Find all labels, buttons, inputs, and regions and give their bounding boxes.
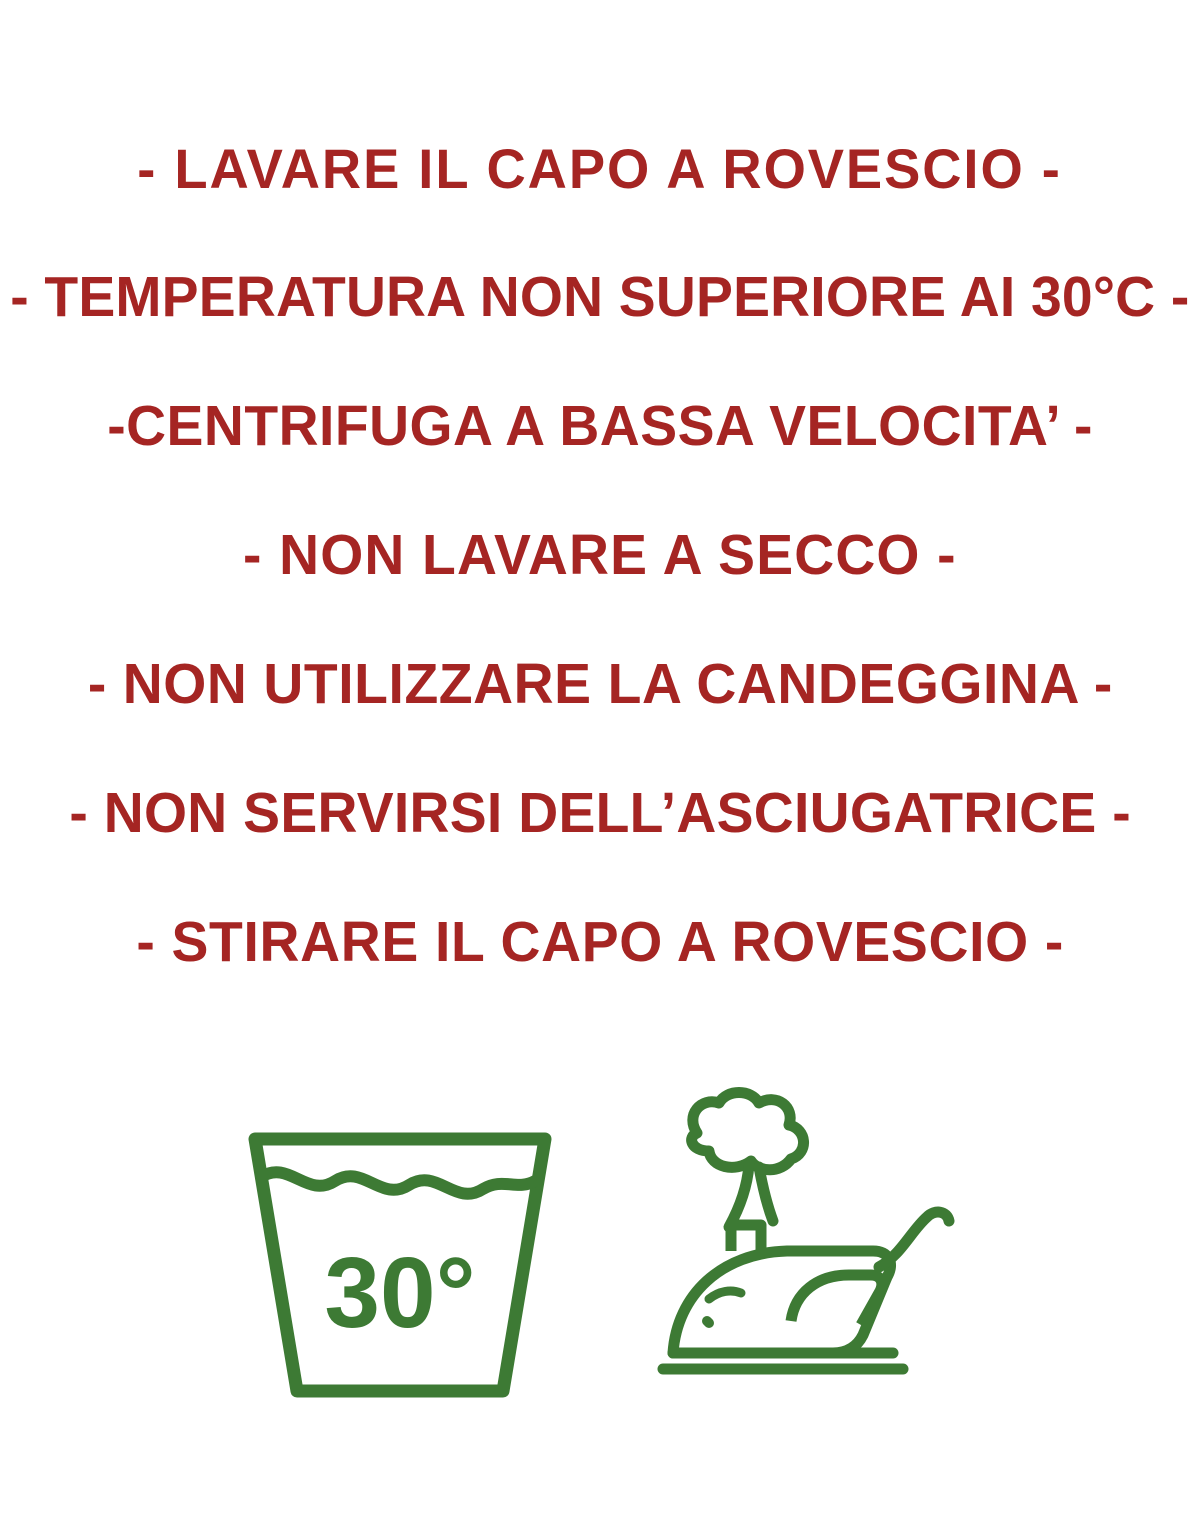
care-instruction-line: - LAVARE IL CAPO A ROVESCIO - [137, 137, 1063, 200]
care-instruction-line: - TEMPERATURA NON SUPERIORE AI 30°C - [10, 265, 1190, 329]
care-instruction-line: - NON UTILIZZARE LA CANDEGGINA - [87, 652, 1113, 716]
care-instruction-line: - STIRARE IL CAPO A ROVESCIO - [136, 910, 1064, 974]
wash-tub-30-icon [235, 1115, 565, 1415]
care-instruction-line: - NON SERVIRSI DELL’ASCIUGATRICE - [69, 781, 1131, 845]
care-symbols-row [0, 1085, 1200, 1415]
care-instruction-line: - NON LAVARE A SECCO - [243, 523, 957, 587]
steam-iron-icon [635, 1085, 965, 1415]
care-instruction-line: -CENTRIFUGA A BASSA VELOCITA’ - [107, 394, 1093, 458]
wash-temperature-label: 30° [324, 1237, 476, 1349]
